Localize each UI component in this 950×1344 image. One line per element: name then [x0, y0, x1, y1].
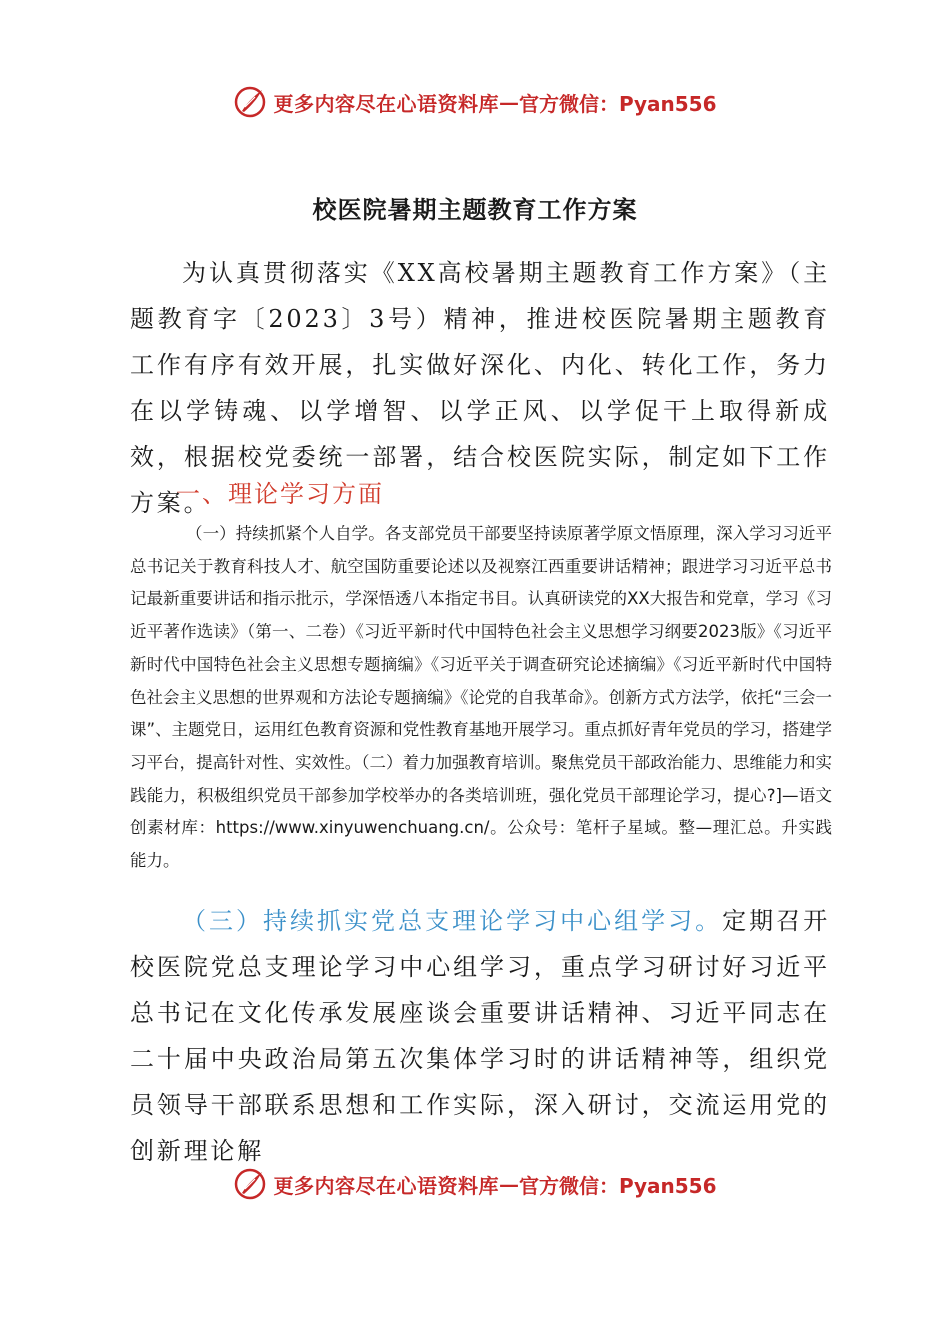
feather-logo-icon [233, 1167, 267, 1201]
banner-wechat: 官方微信：Pyan556 [518, 91, 717, 116]
intro-paragraph: 为认真贯彻落实《XX高校暑期主题教育工作方案》（主题教育字〔2023〕3号）精神，推进校医院暑期主题教育工作有序有效开展，扎实做好深化、内化、转化工作，务力在以学铸魂、以学增智、以学正风、以学促干上取得新成效，根据校党委统一部署，结合校医院实际，制定如下工作方案。 [130, 259, 830, 517]
banner-separator: — [498, 1172, 519, 1196]
feather-logo-icon [233, 85, 267, 119]
section-3-body: 定期召开校医院党总支理论学习中心组学习，重点学习研讨好习近平总书记在文化传承发展座谈会重要讲话精神、习近平同志在二十届中央政治局第五次集体学习时的讲话精神等，组织党员领导干部联系思想和工作实际，深入研讨，交流运用党的创新理论解 [130, 907, 830, 1165]
section-3-paragraph [130, 898, 830, 1174]
banner-separator: — [498, 90, 519, 114]
footer-banner [0, 1160, 950, 1208]
section-3-heading: （三）持续抓实党总支理论学习中心组学习。 [182, 907, 723, 935]
section-1-heading: 一、理论学习方面 [176, 480, 384, 508]
banner-text: 更多内容尽在心语资料库 [273, 91, 499, 116]
banner-wechat: 官方微信：Pyan556 [518, 1173, 717, 1198]
banner-text: 更多内容尽在心语资料库 [273, 1173, 499, 1198]
header-banner [0, 78, 950, 126]
document-title: 校医院暑期主题教育工作方案 [312, 195, 638, 224]
section-1-body: （一）持续抓紧个人自学。各支部党员干部要坚持读原著学原文悟原理，深入学习习近平总书记关于教育科技人才、航空国防重要论述以及视察江西重要讲话精神；跟进学习习近平总书记最新重要讲话和指示批示，学深悟透八本指定书目。认真研读党的XX大报告和党章，学习《习近平著作选读》（第一、二卷）《习近平新时代中国特色社会主义思想学习纲要2023版》《习近平新时代中国特色社会主义思想专题摘编》《习近平关于调查研究论述摘编》《习近平新时代中国特色社会主义思想的世界观和方法论专题摘编》《论党的自我革命》。创新方式方法学，依托“三会一课”、主题党日，运用红色教育资源和党性教育基地开展学习。重点抓好青年党员的学习，搭建学习平台，提高针对性、实效性。（二）着力加强教育培训。聚焦党员干部政治能力、思维能力和实践能力，积极组织党员干部参加学校举办的各类培训班，强化党员干部理论学习，提心?]—语文创素材库：https://www.xinyuwenchuang.cn/。公众号：笔杆子星域。整—理汇总。升实践能力。 [130, 524, 832, 871]
